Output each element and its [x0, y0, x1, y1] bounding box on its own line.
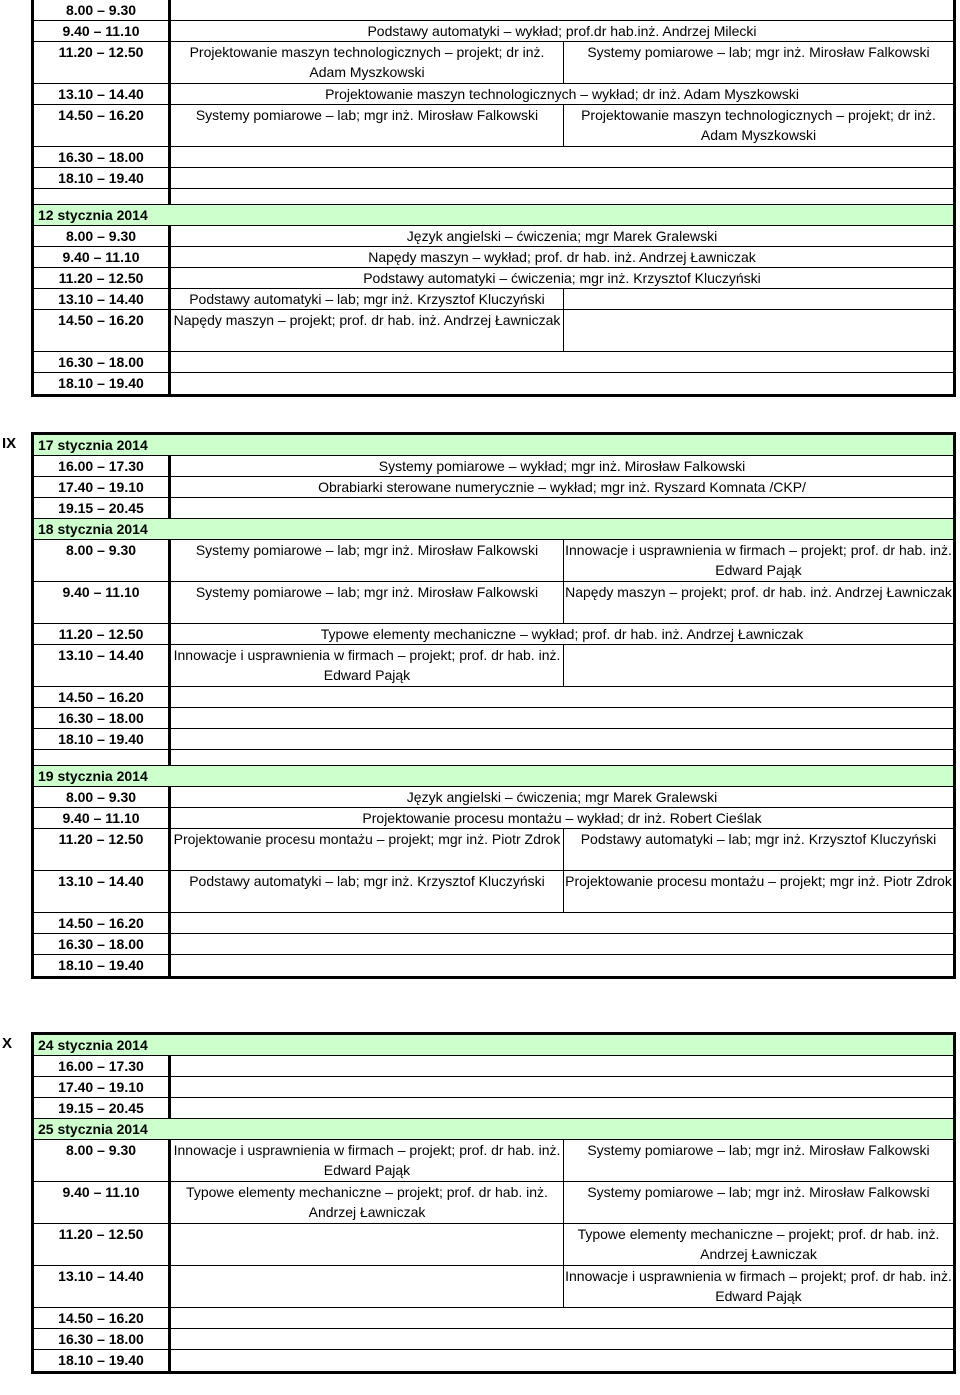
class-entry: Podstawy automatyki – wykład; prof.dr hab.inż. Andrzej Milecki: [367, 23, 757, 39]
date-row: [34, 435, 953, 456]
table-row: [34, 310, 953, 352]
slot-content: [171, 829, 953, 870]
table-row: [34, 540, 953, 582]
class-entry-group-1: Innowacje i usprawnienia w firmach – projekt; prof. dr hab. inż. Edward Pająk: [171, 645, 564, 686]
date-label: 25 stycznia 2014: [38, 1121, 148, 1137]
slot-content: [171, 1056, 953, 1076]
date-label: 24 stycznia 2014: [38, 1037, 148, 1053]
table-row: [34, 268, 953, 289]
class-entry-group-1: [171, 1266, 564, 1307]
class-entry: Projektowanie procesu montażu – wykład; dr inż. Robert Cieślak: [362, 810, 762, 826]
class-entry-group-2: Projektowanie maszyn technologicznych – projekt; dr inż. Adam Myszkowski: [581, 107, 936, 143]
slot-content: [171, 0, 953, 20]
table-row: [34, 1308, 953, 1329]
table-row: [34, 1140, 953, 1182]
table-row: [34, 0, 953, 21]
slot-content: [171, 624, 953, 644]
time-slot: 9.40 – 11.10: [34, 808, 171, 828]
table-row: [34, 934, 953, 955]
table-row: [34, 498, 953, 519]
slot-content: [171, 687, 953, 707]
table-row: [34, 373, 953, 394]
spacer-row: [34, 189, 953, 205]
class-entry-group-1: Podstawy automatyki – lab; mgr inż. Krzysztof Kluczyński: [171, 289, 564, 309]
date-label: 18 stycznia 2014: [38, 521, 148, 537]
class-entry-group-1: Projektowanie maszyn technologicznych – projekt; dr inż. Adam Myszkowski: [171, 42, 564, 83]
class-entry-group-2: Projektowanie procesu montażu – projekt; mgr inż. Piotr Zdrok: [565, 873, 952, 889]
class-entry-group-2: Systemy pomiarowe – lab; mgr inż. Mirosław Falkowski: [587, 44, 930, 60]
class-entry-group-2: [564, 289, 953, 309]
date-row: [34, 519, 953, 540]
class-entry-group-2: [564, 310, 953, 351]
class-entry-group-1: Napędy maszyn – projekt; prof. dr hab. inż. Andrzej Ławniczak: [171, 310, 564, 351]
class-entry-group-1: [171, 1224, 564, 1265]
slot-content: [171, 582, 953, 623]
table-row: [34, 21, 953, 42]
time-slot: 16.00 – 17.30: [34, 456, 171, 476]
table-row: [34, 168, 953, 189]
table-row: [34, 352, 953, 373]
slot-content: [171, 1266, 953, 1307]
class-entry: Napędy maszyn – wykład; prof. dr hab. inż. Andrzej Ławniczak: [368, 249, 756, 265]
time-slot: 16.30 – 18.00: [34, 147, 171, 167]
time-slot: 16.30 – 18.00: [34, 352, 171, 372]
time-slot: 8.00 – 9.30: [34, 540, 171, 581]
table-row: [34, 955, 953, 976]
slot-content: [171, 147, 953, 167]
time-slot: 9.40 – 11.10: [34, 21, 171, 41]
table-row: [34, 582, 953, 624]
slot-content: [171, 645, 953, 686]
table-row: [34, 84, 953, 105]
schedule-block: [31, 432, 956, 979]
class-entry-group-1: Podstawy automatyki – lab; mgr inż. Krzysztof Kluczyński: [171, 871, 564, 912]
table-row: [34, 1077, 953, 1098]
time-slot: 9.40 – 11.10: [34, 247, 171, 267]
slot-content: [171, 456, 953, 476]
table-row: [34, 871, 953, 913]
time-slot: 18.10 – 19.40: [34, 168, 171, 188]
slot-content: [171, 787, 953, 807]
table-row: [34, 1182, 953, 1224]
slot-content: [171, 105, 953, 146]
slot-content: [171, 42, 953, 83]
time-slot: 8.00 – 9.30: [34, 787, 171, 807]
class-entry-group-1: Systemy pomiarowe – lab; mgr inż. Mirosław Falkowski: [171, 582, 564, 623]
table-row: [34, 729, 953, 750]
time-slot: 8.00 – 9.30: [34, 0, 171, 20]
time-slot: 17.40 – 19.10: [34, 477, 171, 497]
slot-content: [171, 934, 953, 954]
slot-content: [171, 1329, 953, 1349]
class-entry-group-2: Napędy maszyn – projekt; prof. dr hab. inż. Andrzej Ławniczak: [565, 584, 952, 600]
table-row: [34, 1098, 953, 1119]
slot-content: [171, 1224, 953, 1265]
slot-content: [171, 1098, 953, 1118]
class-entry-group-2: Systemy pomiarowe – lab; mgr inż. Mirosław Falkowski: [587, 1142, 930, 1158]
time-slot: 13.10 – 14.40: [34, 84, 171, 104]
table-row: [34, 913, 953, 934]
date-row: [34, 1035, 953, 1056]
time-slot: 11.20 – 12.50: [34, 268, 171, 288]
class-entry-group-2: Innowacje i usprawnienia w firmach – projekt; prof. dr hab. inż. Edward Pająk: [565, 1268, 952, 1304]
slot-content: [171, 1140, 953, 1181]
time-slot: 11.20 – 12.50: [34, 1224, 171, 1265]
schedule-block: [31, 0, 956, 397]
time-slot: 18.10 – 19.40: [34, 373, 171, 394]
table-row: [34, 147, 953, 168]
schedule-block: [31, 1032, 956, 1374]
slot-content: [171, 1308, 953, 1328]
table-row: [34, 42, 953, 84]
date-row: [34, 1119, 953, 1140]
week-number: IX: [2, 435, 17, 452]
slot-content: [171, 1350, 953, 1371]
class-entry-group-1: Innowacje i usprawnienia w firmach – projekt; prof. dr hab. inż. Edward Pająk: [171, 1140, 564, 1181]
time-slot: 14.50 – 16.20: [34, 1308, 171, 1328]
table-row: [34, 1224, 953, 1266]
time-slot: 17.40 – 19.10: [34, 1077, 171, 1097]
table-row: [34, 645, 953, 687]
class-entry: Systemy pomiarowe – wykład; mgr inż. Mirosław Falkowski: [378, 458, 746, 474]
slot-content: [171, 708, 953, 728]
slot-content: [171, 268, 953, 288]
time-slot: 18.10 – 19.40: [34, 1350, 171, 1371]
slot-content: [171, 310, 953, 351]
table-row: [34, 1350, 953, 1371]
table-row: [34, 708, 953, 729]
spacer-row: [34, 750, 953, 766]
slot-content: [171, 540, 953, 581]
time-cell: [34, 750, 171, 766]
time-cell: [34, 189, 171, 205]
table-row: [34, 1266, 953, 1308]
slot-content: [171, 498, 953, 518]
slot-content: [171, 84, 953, 104]
slot-content: [171, 729, 953, 749]
class-entry-group-1: Systemy pomiarowe – lab; mgr inż. Mirosław Falkowski: [171, 540, 564, 581]
table-row: [34, 624, 953, 645]
time-slot: 13.10 – 14.40: [34, 645, 171, 686]
time-slot: 13.10 – 14.40: [34, 871, 171, 912]
date-label: 12 stycznia 2014: [38, 207, 148, 223]
time-slot: 14.50 – 16.20: [34, 105, 171, 146]
time-slot: 16.30 – 18.00: [34, 708, 171, 728]
class-entry-group-2: [564, 645, 953, 686]
time-slot: 8.00 – 9.30: [34, 226, 171, 246]
table-row: [34, 456, 953, 477]
time-slot: 11.20 – 12.50: [34, 624, 171, 644]
slot-content: [171, 352, 953, 372]
table-row: [34, 808, 953, 829]
time-slot: 16.30 – 18.00: [34, 934, 171, 954]
slot-content: [171, 871, 953, 912]
time-slot: 16.30 – 18.00: [34, 1329, 171, 1349]
class-entry: Typowe elementy mechaniczne – wykład; prof. dr hab. inż. Andrzej Ławniczak: [320, 626, 804, 642]
time-slot: 11.20 – 12.50: [34, 42, 171, 83]
class-entry-group-2: Innowacje i usprawnienia w firmach – projekt; prof. dr hab. inż. Edward Pająk: [565, 542, 952, 578]
table-row: [34, 226, 953, 247]
table-row: [34, 247, 953, 268]
time-slot: 14.50 – 16.20: [34, 913, 171, 933]
class-entry-group-1: Typowe elementy mechaniczne – projekt; prof. dr hab. inż. Andrzej Ławniczak: [171, 1182, 564, 1223]
date-label: 19 stycznia 2014: [38, 768, 148, 784]
class-entry-group-2: Typowe elementy mechaniczne – projekt; prof. dr hab. inż. Andrzej Ławniczak: [577, 1226, 940, 1262]
class-entry-group-2: Podstawy automatyki – lab; mgr inż. Krzysztof Kluczyński: [580, 831, 937, 847]
time-slot: 13.10 – 14.40: [34, 1266, 171, 1307]
time-slot: 19.15 – 20.45: [34, 498, 171, 518]
date-row: [34, 205, 953, 226]
time-slot: 9.40 – 11.10: [34, 1182, 171, 1223]
table-row: [34, 1329, 953, 1350]
slot-content: [171, 247, 953, 267]
date-row: [34, 766, 953, 787]
slot-content: [171, 373, 953, 394]
slot-content: [171, 1182, 953, 1223]
slot-content: [171, 913, 953, 933]
slot-content: [171, 1077, 953, 1097]
table-row: [34, 289, 953, 310]
slot-content: [171, 955, 953, 976]
time-slot: 16.00 – 17.30: [34, 1056, 171, 1076]
time-slot: 18.10 – 19.40: [34, 729, 171, 749]
time-slot: 14.50 – 16.20: [34, 687, 171, 707]
table-row: [34, 105, 953, 147]
slot-content: [171, 289, 953, 309]
slot-content: [171, 477, 953, 497]
table-row: [34, 829, 953, 871]
table-row: [34, 477, 953, 498]
time-slot: 13.10 – 14.40: [34, 289, 171, 309]
time-slot: 14.50 – 16.20: [34, 310, 171, 351]
class-entry: Projektowanie maszyn technologicznych – wykład; dr inż. Adam Myszkowski: [325, 86, 799, 102]
table-row: [34, 1056, 953, 1077]
time-slot: 11.20 – 12.50: [34, 829, 171, 870]
slot-content: [171, 21, 953, 41]
class-entry-group-1: Systemy pomiarowe – lab; mgr inż. Mirosław Falkowski: [171, 105, 564, 146]
slot-content: [171, 226, 953, 246]
class-entry: Podstawy automatyki – ćwiczenia; mgr inż. Krzysztof Kluczyński: [363, 270, 761, 286]
slot-content: [171, 168, 953, 188]
class-entry: Język angielski – ćwiczenia; mgr Marek Gralewski: [406, 228, 718, 244]
class-entry-group-1: Projektowanie procesu montażu – projekt; mgr inż. Piotr Zdrok: [171, 829, 564, 870]
date-label: 17 stycznia 2014: [38, 437, 148, 453]
table-row: [34, 687, 953, 708]
time-slot: 18.10 – 19.40: [34, 955, 171, 976]
time-slot: 8.00 – 9.30: [34, 1140, 171, 1181]
class-entry-group-2: Systemy pomiarowe – lab; mgr inż. Mirosław Falkowski: [587, 1184, 930, 1200]
time-slot: 9.40 – 11.10: [34, 582, 171, 623]
slot-content: [171, 808, 953, 828]
table-row: [34, 787, 953, 808]
class-entry: Język angielski – ćwiczenia; mgr Marek Gralewski: [406, 789, 718, 805]
class-entry: Obrabiarki sterowane numerycznie – wykład; mgr inż. Ryszard Komnata /CKP/: [318, 479, 806, 495]
time-slot: 19.15 – 20.45: [34, 1098, 171, 1118]
week-number: X: [2, 1035, 13, 1052]
